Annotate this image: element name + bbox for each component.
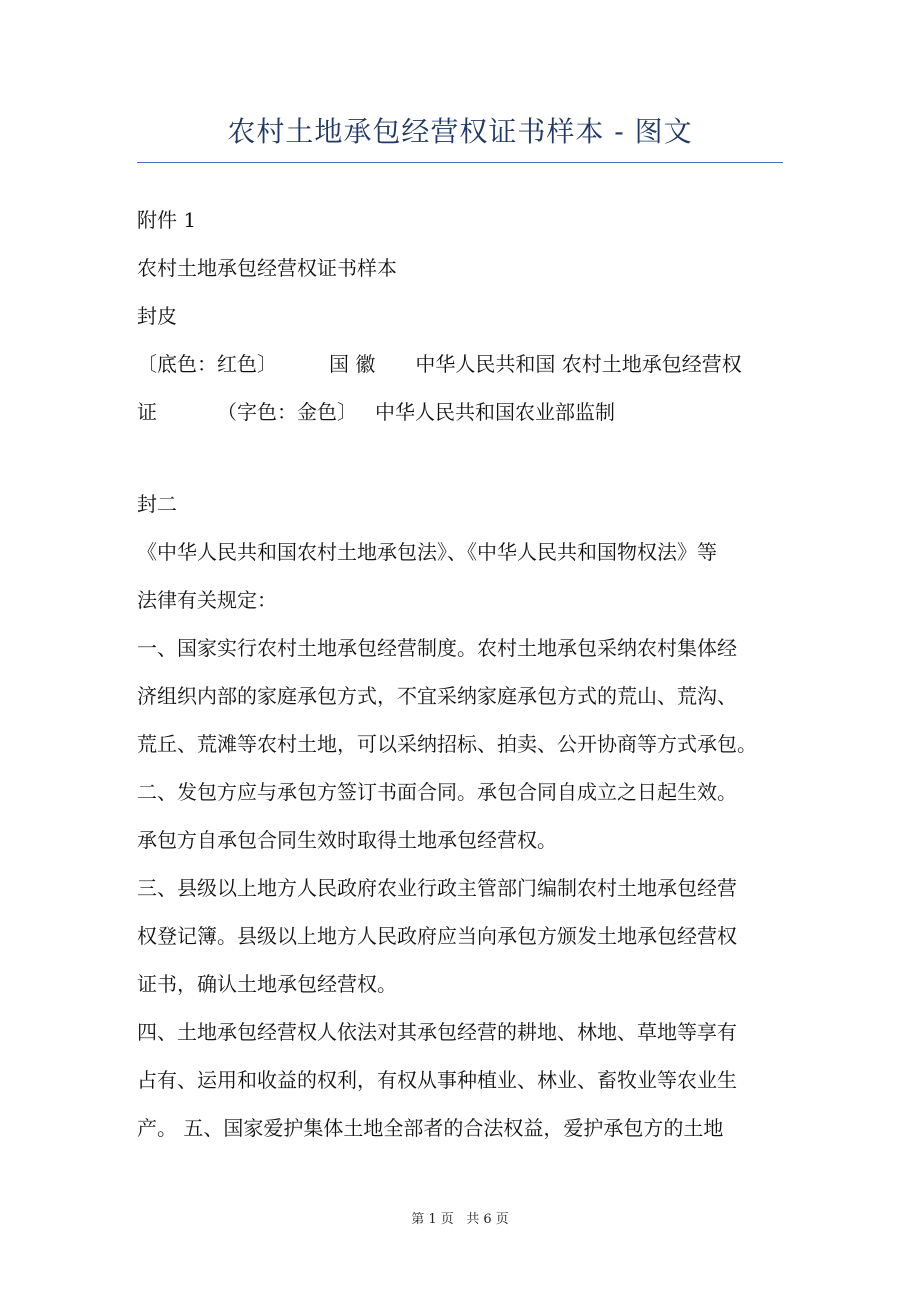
document-title: 农村土地承包经营权证书样本: [137, 256, 397, 280]
paragraph-line: 产。 五、国家爱护集体土地全部者的合法权益，爱护承包方的土地: [137, 1116, 724, 1140]
paragraph-line: 承包方自承包合同生效时取得土地承包经营权。: [137, 828, 557, 852]
cover-font-color: （字色：金色〕: [217, 400, 357, 424]
cover-heading: 封皮: [137, 304, 177, 328]
cover-cert-name-part1: 中华人民共和国 农村土地承包经营权: [415, 352, 742, 376]
blank-line: [137, 436, 797, 480]
title-divider: [137, 162, 783, 163]
document-body: [137, 196, 797, 1152]
paragraph-line: 二、发包方应与承包方签订书面合同。承包合同自成立之日起生效。: [137, 780, 737, 804]
paragraph-line: 一、国家实行农村土地承包经营制度。农村土地承包采纳农村集体经: [137, 636, 737, 660]
paragraph-line: 荒丘、荒滩等农村土地，可以采纳招标、拍卖、公开协商等方式承包。: [137, 732, 757, 756]
cover-bg-color: 〔底色：红色〕: [137, 352, 277, 376]
paragraph-line: 法律有关规定：: [137, 588, 277, 612]
paragraph-line: 证书，确认土地承包经营权。: [137, 972, 397, 996]
page-total: 共 6 页: [466, 1212, 509, 1227]
page-number: 第 1 页: [411, 1212, 454, 1227]
inside-cover-heading: 封二: [137, 492, 177, 516]
paragraph-line: 四、土地承包经营权人依法对其承包经营的耕地、林地、草地等享有: [137, 1020, 737, 1044]
paragraph-line: 《中华人民共和国农村土地承包法》、《中华人民共和国物权法》等: [137, 540, 717, 564]
cover-cert-name-part2: 证: [137, 400, 157, 424]
paragraph-line: 三、县级以上地方人民政府农业行政主管部门编制农村土地承包经营: [137, 876, 737, 900]
attachment-label: 附件 1: [137, 208, 197, 232]
paragraph-line: 济组织内部的家庭承包方式，不宜采纳家庭承包方式的荒山、荒沟、: [137, 684, 737, 708]
page-footer: [0, 1208, 920, 1227]
paragraph-line: 权登记簿。县级以上地方人民政府应当向承包方颁发土地承包经营权: [137, 924, 737, 948]
page-title: 农村土地承包经营权证书样本 - 图文: [227, 115, 693, 148]
cover-line-1: [137, 340, 797, 388]
cover-line-2: [137, 388, 797, 436]
paragraph-line: 占有、运用和收益的权利，有权从事种植业、林业、畜牧业等农业生: [137, 1068, 737, 1092]
cover-issuer: 中华人民共和国农业部监制: [375, 400, 615, 424]
cover-emblem: 国 徽: [329, 352, 376, 376]
